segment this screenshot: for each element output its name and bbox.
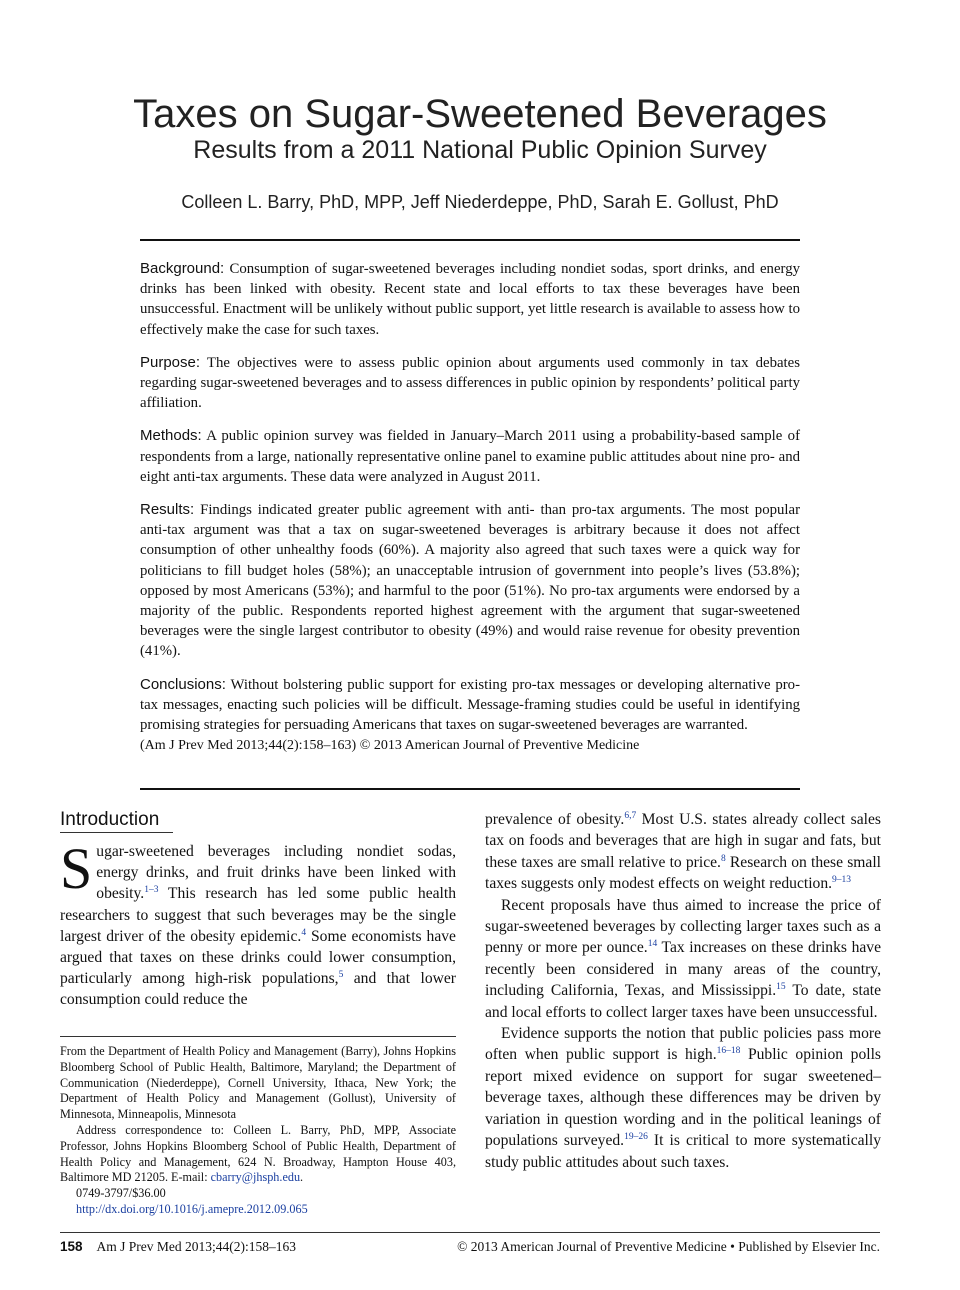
background-text: Consumption of sugar-sweetened beverages including nondiet sodas, sport drinks, and energy drinks has been linked with obesity. Recent state and local efforts to tax these beverages have been unsuccessful. Enactment will be unlikely without public support, yet little research is available to assess how to effectively make the case for such taxes. [140, 261, 800, 338]
citation-ref[interactable]: 14 [647, 939, 658, 950]
affiliation-footnote [60, 1044, 456, 1218]
intro-text-1: ugar-sweetened beverages including nondiet sodas, energy drinks, and fruit drinks have been linked with obesity. [96, 843, 456, 903]
background-label: Background: [140, 260, 225, 277]
citation-ref[interactable]: 16–18 [716, 1046, 741, 1057]
text: Research on these small taxes suggests only modest effects on weight reduction. [485, 853, 882, 893]
text: Tax increases on these drinks have recently been considered in many areas of the country, including California, Texas, and Mississippi. [485, 939, 881, 1000]
page-footer [60, 1239, 880, 1255]
abstract-background [140, 259, 800, 340]
citation-ref[interactable]: 8 [720, 853, 726, 864]
conclusions-label: Conclusions: [140, 675, 226, 693]
abstract-methods [140, 426, 800, 487]
results-text: Findings indicated greater public agreement with anti- than pro-tax arguments. The most popular anti-tax argument was that a tax on sugar-sweetened beverages is arbitrary because it does not affect consumption of other unhealthy foods (60%). A majority also agreed that such taxes were a quick way for politicians to fill budget holes (58%); an unacceptable intrusion of government into people’s lives (53.8%); opposed by most Americans (53%); and harmful to the poor (51%). No pro-tax arguments were endorsed by a majority of the public. Respondents reported highest agreement with the argument that sugar-sweetened beverages were the single largest contributor to obesity (49%) and would raise revenue for obesity prevention (41%). [140, 502, 800, 660]
abstract-top-rule [140, 239, 800, 241]
section-heading-underline [60, 832, 173, 833]
intro-text-2: This research has led some public health researchers to suggest that such beverages may be the single largest driver of the obesity epidemic. [60, 885, 456, 945]
citation-ref[interactable]: 4 [301, 927, 307, 938]
abstract-results [140, 500, 800, 662]
conclusions-text: Without bolstering public support for existing pro-tax messages or developing alternative pro-tax messages, enacting such policies will be difficult. Message-framing studies could be useful in identifying promising strategies for persuading Americans that taxes on sugar-sweetened beverages are warranted. [140, 676, 800, 734]
citation-ref[interactable]: 9–13 [832, 875, 852, 886]
text: Public opinion polls report mixed evidence on support for sugar sweetened–beverage taxes, although these differences may be driven by variation in question wording and in the political leanings of populations surveyed. [485, 1046, 881, 1150]
correspondence-end: . [300, 1170, 304, 1185]
article-title: Taxes on Sugar-Sweetened Beverages [133, 92, 827, 136]
citation-ref[interactable]: 5 [338, 970, 344, 981]
right-paragraph-3 [485, 1023, 881, 1173]
footer-copyright: © 2013 American Journal of Preventive Medicine • Published by Elsevier Inc. [457, 1239, 880, 1254]
footnote-rule [60, 1036, 456, 1037]
intro-text-3: Some economists have argued that taxes on these drinks could lower consumption, particularly among high-risk populations, [60, 927, 456, 988]
text: prevalence of obesity. [485, 811, 625, 828]
text: To date, state and local efforts to collect larger taxes have been unsuccessful. [485, 982, 881, 1021]
right-paragraph-2 [485, 895, 881, 1023]
footer-journal: Am J Prev Med 2013;44(2):158–163 [96, 1239, 297, 1254]
text: Recent proposals have thus aimed to increase the price of sugar-sweetened beverages by collecting larger taxes such as a penny or more per ounce. [485, 896, 881, 957]
text: Evidence supports the notion that public policies pass more often when public support is high. [485, 1025, 881, 1064]
doi-link[interactable]: http://dx.doi.org/10.1016/j.amepre.2012.09.065 [76, 1201, 308, 1216]
results-label: Results: [140, 501, 195, 519]
author-list: Colleen L. Barry, PhD, MPP, Jeff Niederdeppe, PhD, Sarah E. Gollust, PhD [181, 192, 779, 212]
citation-ref[interactable]: 15 [776, 982, 786, 993]
intro-right-column [485, 809, 881, 1173]
correspondence-body: Address correspondence to: Colleen L. Barry, PhD, MPP, Associate Professor, Johns Hopkins Bloomberg School of Public Health, Department of Health Policy and Management, 624 N. Broadway, Hampton House 403, Baltimore MD 21205. E-mail: [60, 1122, 456, 1185]
footer-rule [60, 1232, 880, 1233]
article-subtitle: Results from a 2011 National Public Opinion Survey [193, 136, 767, 164]
abstract-purpose [140, 353, 800, 414]
methods-label: Methods: [140, 427, 202, 445]
purpose-text: The objectives were to assess public opinion about arguments used commonly in tax debates regarding sugar-sweetened beverages and to assess differences in public opinion by respondents’ political party affiliation. [140, 354, 800, 412]
intro-left-column [60, 836, 456, 1011]
abstract-bottom-rule [140, 788, 800, 790]
abstract-conclusions [140, 675, 800, 736]
email-link[interactable]: cbarry@jhsph.edu [210, 1170, 301, 1185]
page-number: 158 [60, 1239, 83, 1254]
affiliation-text: From the Department of Health Policy and Management (Barry), Johns Hopkins Bloomberg School of Public Health, Baltimore, Maryland; the Department of Communication (Niederdeppe), Cornell University, Ithaca, New York; the Department of Health Policy and Management (Gollust), University of Minnesota, Minneapolis, Minnesota [60, 1044, 456, 1122]
issn-price: 0749-3797/$36.00 [76, 1186, 166, 1201]
citation-ref[interactable]: 1–3 [144, 885, 159, 896]
correspondence-text [60, 1123, 456, 1186]
methods-text: A public opinion survey was fielded in January–March 2011 using a probability-based sample of respondents from a large, nationally representative online panel to examine public attitudes about nine pro- and eight anti-tax arguments. These data were analyzed in August 2011. [140, 428, 800, 485]
abstract [140, 259, 800, 769]
right-paragraph-1 [485, 809, 881, 895]
journal-citation: (Am J Prev Med 2013;44(2):158–163) © 2013 American Journal of Preventive Medicine [140, 738, 640, 754]
citation-ref[interactable]: 6,7 [624, 810, 637, 821]
drop-cap: S [60, 836, 93, 901]
intro-text-4: and that lower consumption could reduce the [60, 970, 456, 1009]
purpose-label: Purpose: [140, 353, 201, 371]
intro-paragraph [60, 836, 456, 1011]
citation-ref[interactable]: 19–26 [624, 1131, 648, 1142]
text: It is critical to more systematically study public attitudes about such taxes. [485, 1132, 881, 1171]
text: Most U.S. states already collect sales tax on foods and beverages that are high in sugar and fats, but these taxes are small relative to price. [485, 811, 881, 871]
section-heading-introduction: Introduction [60, 809, 160, 830]
doi-line [60, 1202, 456, 1218]
